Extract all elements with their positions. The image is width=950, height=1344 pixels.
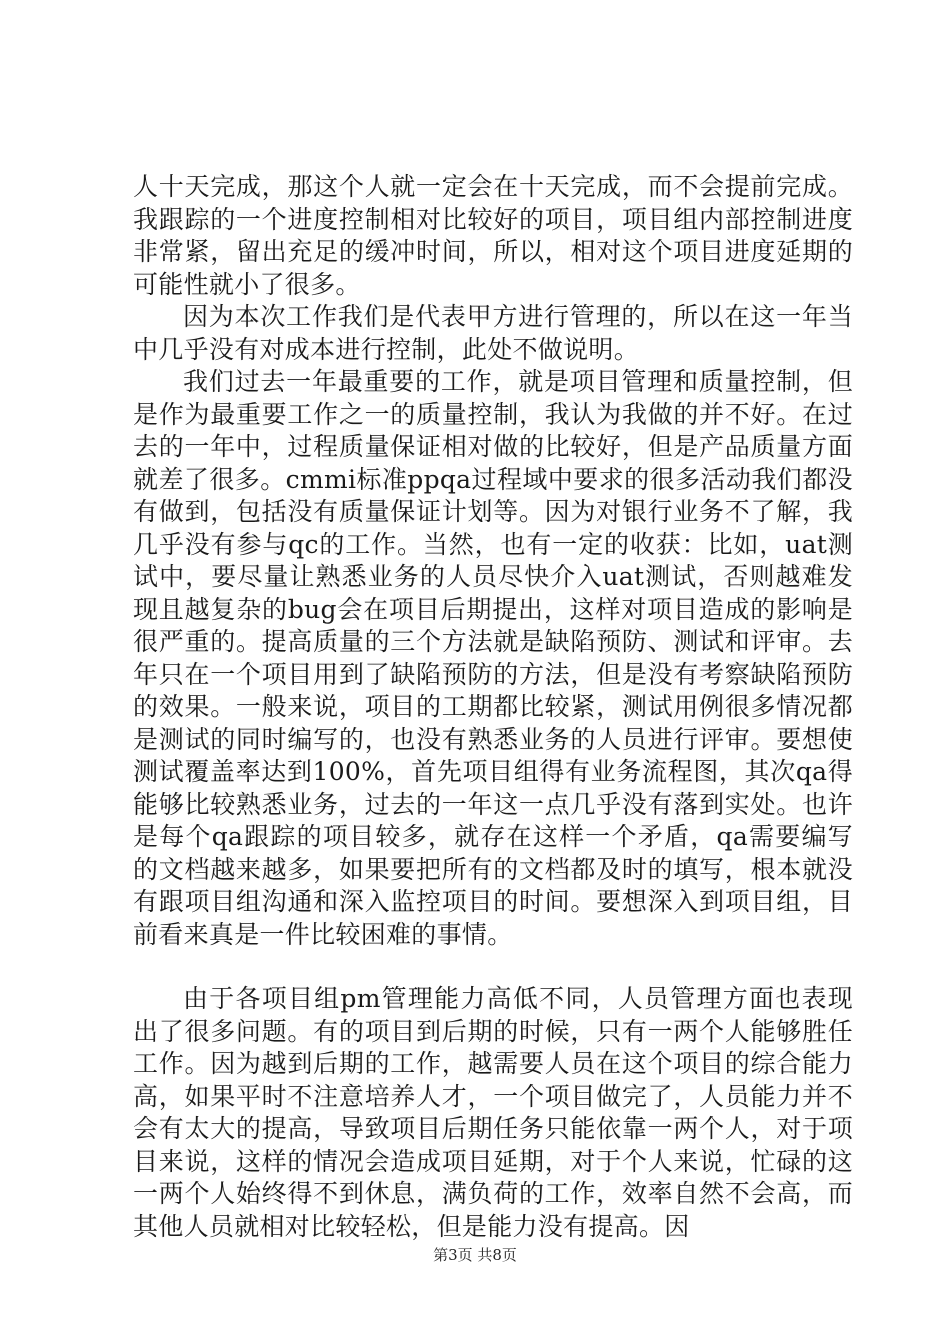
paragraph-spacer xyxy=(133,951,853,983)
body-text xyxy=(133,171,853,1243)
paragraph-quality-control: 我们过去一年最重要的工作，就是项目管理和质量控制，但是作为最重要工作之一的质量控制，我认为我做的并不好。在过去的一年中，过程质量保证相对做的比较好，但是产品质量方面就差了很多。cmmi标准ppqa过程域中要求的很多活动我们都没有做到，包括没有质量保证计划等。因为对银行业务不了解，我几乎没有参与qc的工作。当然，也有一定的收获：比如，uat测试中，要尽量让熟悉业务的人员尽快介入uat测试，否则越难发现且越复杂的bug会在项目后期提出，这样对项目造成的影响是很严重的。提高质量的三个方法就是缺陷预防、测试和评审。去年只在一个项目用到了缺陷预防的方法，但是没有考察缺陷预防的效果。一般来说，项目的工期都比较紧，测试用例很多情况都是测试的同时编写的，也没有熟悉业务的人员进行评审。要想使测试覆盖率达到100%，首先项目组得有业务流程图，其次qa得能够比较熟悉业务，过去的一年这一点几乎没有落到实处。也许是每个qa跟踪的项目较多，就存在这样一个矛盾，qa需要编写的文档越来越多，如果要把所有的文档都及时的填写，根本就没有跟项目组沟通和深入监控项目的时间。要想深入到项目组，目前看来真是一件比较困难的事情。 xyxy=(133,367,853,949)
paragraph-progress-control: 人十天完成，那这个人就一定会在十天完成，而不会提前完成。我跟踪的一个进度控制相对比较好的项目，项目组内部控制进度非常紧，留出充足的缓冲时间，所以，相对这个项目进度延期的可能性就小了很多。 xyxy=(133,172,853,299)
paragraph-cost-control: 因为本次工作我们是代表甲方进行管理的，所以在这一年当中几乎没有对成本进行控制，此处不做说明。 xyxy=(133,302,853,364)
paragraph-staff-management: 由于各项目组pm管理能力高低不同，人员管理方面也表现出了很多问题。有的项目到后期的时候，只有一两个人能够胜任工作。因为越到后期的工作，越需要人员在这个项目的综合能力高，如果平时不注意培养人才，一个项目做完了，人员能力并不会有太大的提高，导致项目后期任务只能依靠一两个人，对于项目来说，这样的情况会造成项目延期，对于个人来说，忙碌的这一两个人始终得不到休息，满负荷的工作，效率自然不会高，而其他人员就相对比较轻松，但是能力没有提高。因 xyxy=(133,984,853,1241)
page-footer: 第3页 共8页 xyxy=(433,1246,517,1264)
